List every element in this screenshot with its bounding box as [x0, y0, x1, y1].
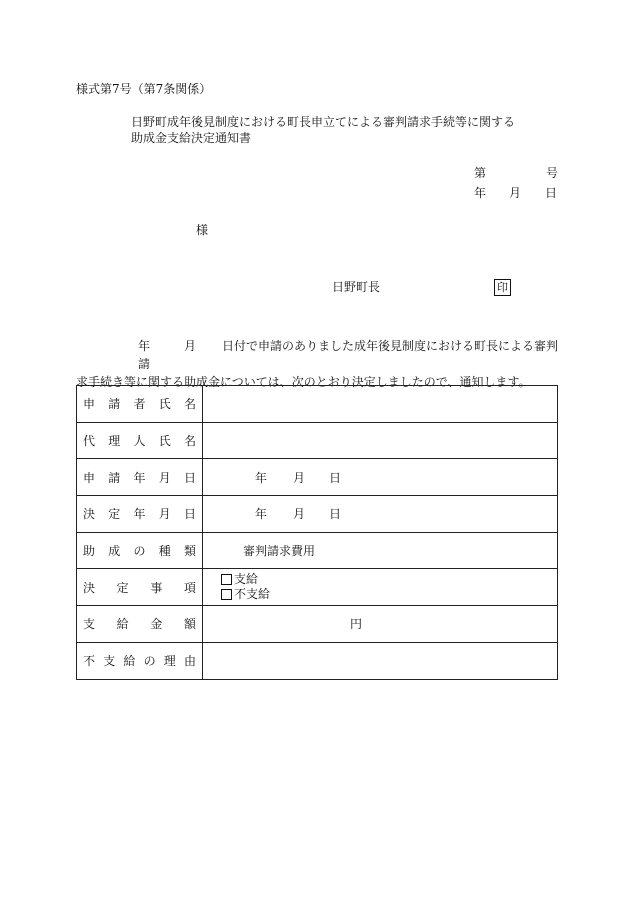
row-label-agent-name	[77, 422, 203, 459]
row-value-application-date[interactable]	[203, 459, 558, 496]
issue-date-year: 年	[474, 186, 487, 200]
row-value-decision-items[interactable]	[203, 569, 558, 606]
issuer-title: 日野町長	[332, 280, 381, 294]
row-label-decision-items	[77, 569, 203, 606]
label-char: 氏	[158, 434, 171, 449]
label-char: 代	[83, 434, 96, 449]
row-value-payment-amount[interactable]	[203, 606, 558, 643]
label-char: 決	[83, 507, 96, 522]
label-char: 事	[150, 580, 163, 595]
body-line1-text: 日付で申請のありました成年後見制度における町長による審判請	[138, 339, 559, 371]
row-value-nonpayment-reason[interactable]	[203, 642, 558, 679]
row-label-nonpayment-reason	[77, 642, 203, 679]
label-char: 支	[103, 654, 116, 669]
label-char: 額	[183, 617, 196, 632]
table-row-subsidy-type	[77, 532, 558, 569]
body-date-month: 月	[184, 339, 197, 353]
notice-body-line2: 求手続き等に関する助成金については、次のとおり決定しましたので、通知します。	[76, 375, 531, 389]
label-char: 項	[183, 580, 196, 595]
label-char: 月	[158, 507, 171, 522]
row-value-decision-date[interactable]	[203, 496, 558, 533]
table-row-decision-date	[77, 496, 558, 533]
label-char: 申	[83, 470, 96, 485]
label-char: 由	[183, 654, 196, 669]
label-char: 者	[133, 397, 146, 412]
label-char: 決	[83, 580, 96, 595]
row-value-applicant-name[interactable]	[203, 386, 558, 423]
subsidy-type-value: 審判請求費用	[243, 544, 316, 559]
form-number: 様式第7号（第7条関係）	[76, 82, 212, 96]
option-label: 支給	[234, 572, 259, 587]
label-char: の	[143, 654, 156, 669]
label-char: 定	[108, 507, 121, 522]
label-char: 類	[183, 544, 196, 559]
label-char: 氏	[158, 397, 171, 412]
document-title-line1: 日野町成年後見制度における町長申立てによる審判請求手続等に関する	[131, 115, 516, 129]
table-row-decision-items	[77, 569, 558, 606]
table-row-application-date	[77, 459, 558, 496]
doc-number-prefix: 第	[474, 166, 487, 180]
row-label-applicant-name	[77, 386, 203, 423]
label-char: 名	[183, 397, 196, 412]
yen-unit: 円	[350, 617, 363, 632]
label-char: 申	[83, 397, 96, 412]
label-char: 請	[108, 470, 121, 485]
label-char: 日	[183, 507, 196, 522]
date-month-label: 月	[293, 470, 306, 485]
date-year-label: 年	[255, 470, 268, 485]
label-char: 給	[123, 654, 136, 669]
label-char: 成	[108, 544, 121, 559]
notice-body-line1	[76, 337, 558, 373]
decision-table	[76, 385, 558, 680]
label-char: 理	[163, 654, 176, 669]
label-char: の	[133, 544, 146, 559]
table-row-nonpayment-reason	[77, 642, 558, 679]
label-char: 人	[133, 434, 146, 449]
seal-mark: 印	[494, 279, 511, 296]
checkbox[interactable]	[221, 589, 232, 600]
notice-body	[76, 337, 558, 391]
row-value-agent-name[interactable]	[203, 422, 558, 459]
table-row-payment-amount	[77, 606, 558, 643]
label-char: 種	[158, 544, 171, 559]
row-label-application-date	[77, 459, 203, 496]
date-day-label: 日	[329, 470, 342, 485]
doc-number-suffix: 号	[546, 166, 559, 180]
label-char: 理	[108, 434, 121, 449]
row-label-payment-amount	[77, 606, 203, 643]
label-char: 年	[133, 470, 146, 485]
issue-date-day: 日	[545, 186, 558, 200]
row-label-decision-date	[77, 496, 203, 533]
table-row-applicant-name	[77, 386, 558, 423]
label-char: 助	[83, 544, 96, 559]
body-date-year: 年	[138, 339, 151, 353]
row-label-subsidy-type	[77, 532, 203, 569]
table-row-agent-name	[77, 422, 558, 459]
date-year-label: 年	[255, 507, 268, 522]
label-char: 年	[133, 507, 146, 522]
label-char: 月	[158, 470, 171, 485]
document-title-line2: 助成金支給決定通知書	[131, 131, 252, 145]
addressee-honorific: 様	[196, 223, 209, 237]
label-char: 給	[116, 617, 129, 632]
label-char: 請	[108, 397, 121, 412]
option-label: 不支給	[234, 587, 271, 602]
checkbox[interactable]	[221, 574, 232, 585]
issue-date-month: 月	[509, 186, 522, 200]
label-char: 日	[183, 470, 196, 485]
label-char: 名	[183, 434, 196, 449]
decision-option[interactable]	[221, 587, 557, 602]
label-char: 支	[83, 617, 96, 632]
row-value-subsidy-type[interactable]	[203, 532, 558, 569]
date-month-label: 月	[293, 507, 306, 522]
label-char: 定	[116, 580, 129, 595]
date-day-label: 日	[329, 507, 342, 522]
decision-option[interactable]	[221, 572, 557, 587]
label-char: 不	[83, 654, 96, 669]
label-char: 金	[150, 617, 163, 632]
